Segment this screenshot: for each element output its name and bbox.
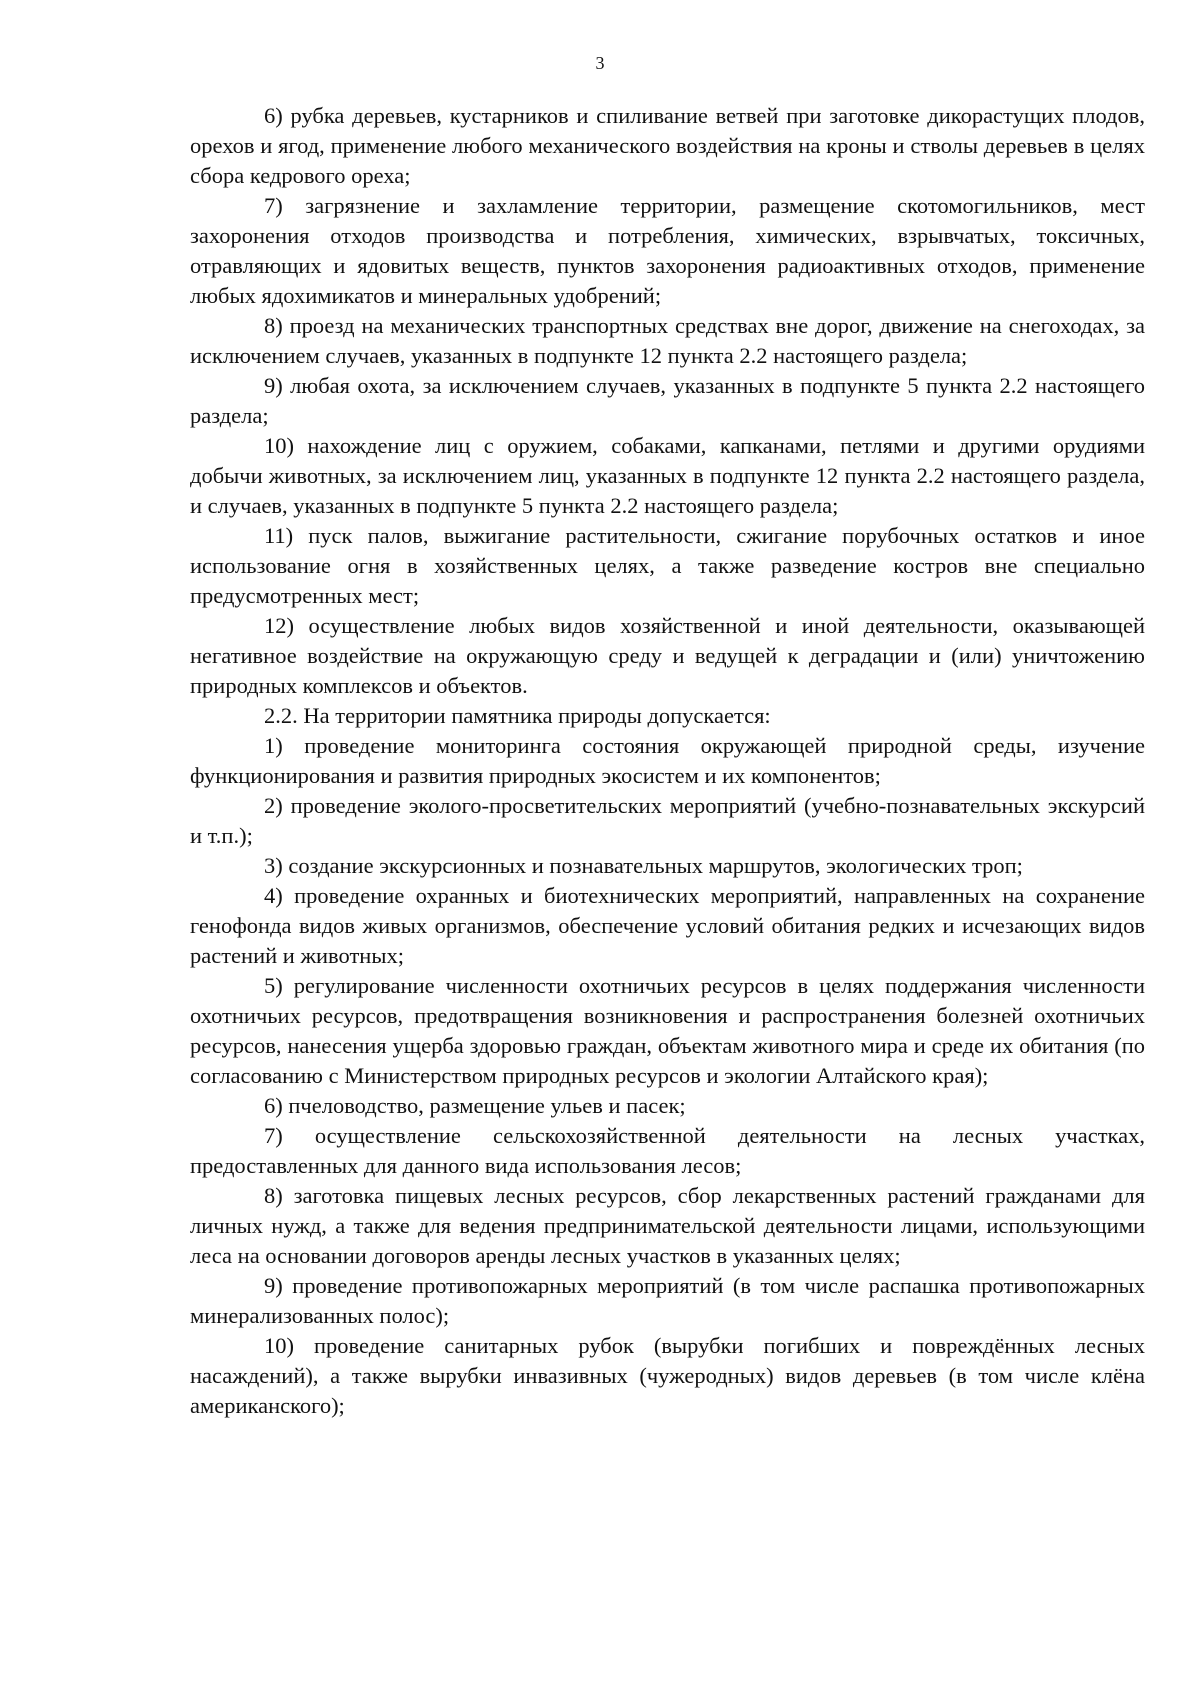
list-item-7-permitted: 7) осуществление сельскохозяйственной деятельности на лесных участках, предоставленных для данного вида использования лесов; bbox=[190, 1123, 1145, 1178]
list-item-2-permitted: 2) проведение эколого-просветительских мероприятий (учебно-познавательных экскурсий и т.п.); bbox=[190, 793, 1145, 848]
document-body bbox=[190, 101, 1145, 1421]
list-item-10-prohibited: 10) нахождение лиц с оружием, собаками, капканами, петлями и другими орудиями добычи животных, за исключением лиц, указанных в подпункте 12 пункта 2.2 настоящего раздела, и случаев, указанных в подпункте 5 пункта 2.2 настоящего раздела; bbox=[190, 433, 1145, 518]
list-item-6-permitted: 6) пчеловодство, размещение ульев и пасек; bbox=[264, 1093, 686, 1118]
list-item-6-prohibited: 6) рубка деревьев, кустарников и спиливание ветвей при заготовке дикорастущих плодов, орехов и ягод, применение любого механического воздействия на кроны и стволы деревьев в целях сбора кедрового ореха; bbox=[190, 103, 1145, 188]
list-item-4-permitted: 4) проведение охранных и биотехнических мероприятий, направленных на сохранение генофонда видов живых организмов, обеспечение условий обитания редких и исчезающих видов растений и животных; bbox=[190, 883, 1145, 968]
list-item-8-prohibited: 8) проезд на механических транспортных средствах вне дорог, движение на снегоходах, за исключением случаев, указанных в подпункте 12 пункта 2.2 настоящего раздела; bbox=[190, 313, 1145, 368]
page-number: 3 bbox=[595, 53, 605, 73]
list-item-12-prohibited: 12) осуществление любых видов хозяйственной и иной деятельности, оказывающей негативное воздействие на окружающую среду и ведущей к деградации и (или) уничтожению природных комплексов и объектов. bbox=[190, 613, 1145, 698]
list-item-7-prohibited: 7) загрязнение и захламление территории, размещение скотомогильников, мест захоронения отходов производства и потребления, химических, взрывчатых, токсичных, отравляющих и ядовитых веществ, пунктов захоронения радиоактивных отходов, применение любых ядохимикатов и минеральных удобрений; bbox=[190, 193, 1145, 308]
list-item-8-permitted: 8) заготовка пищевых лесных ресурсов, сбор лекарственных растений гражданами для личных нужд, а также для ведения предпринимательской деятельности лицами, использующими леса на основании договоров аренды лесных участков в указанных целях; bbox=[190, 1183, 1145, 1268]
list-item-5-permitted: 5) регулирование численности охотничьих ресурсов в целях поддержания численности охотничьих ресурсов, предотвращения возникновения и распространения болезней охотничьих ресурсов, нанесения ущерба здоровью граждан, объектам животного мира и среде их обитания (по согласованию с Министерством природных ресурсов и экологии Алтайского края); bbox=[190, 973, 1145, 1088]
list-item-1-permitted: 1) проведение мониторинга состояния окружающей природной среды, изучение функционирования и развития природных экосистем и их компонентов; bbox=[190, 733, 1145, 788]
list-item-9-prohibited: 9) любая охота, за исключением случаев, указанных в подпункте 5 пункта 2.2 настоящего раздела; bbox=[190, 373, 1145, 428]
list-item-3-permitted: 3) создание экскурсионных и познавательных маршрутов, экологических троп; bbox=[264, 853, 1023, 878]
list-item-10-permitted: 10) проведение санитарных рубок (вырубки погибших и повреждённых лесных насаждений), а также вырубки инвазивных (чужеродных) видов деревьев (в том числе клёна американского); bbox=[190, 1333, 1145, 1418]
list-item-11-prohibited: 11) пуск палов, выжигание растительности, сжигание порубочных остатков и иное использование огня в хозяйственных целях, а также разведение костров вне специально предусмотренных мест; bbox=[190, 523, 1145, 608]
section-heading-2-2: 2.2. На территории памятника природы допускается: bbox=[264, 703, 771, 728]
list-item-9-permitted: 9) проведение противопожарных мероприятий (в том числе распашка противопожарных минерализованных полос); bbox=[190, 1273, 1145, 1328]
